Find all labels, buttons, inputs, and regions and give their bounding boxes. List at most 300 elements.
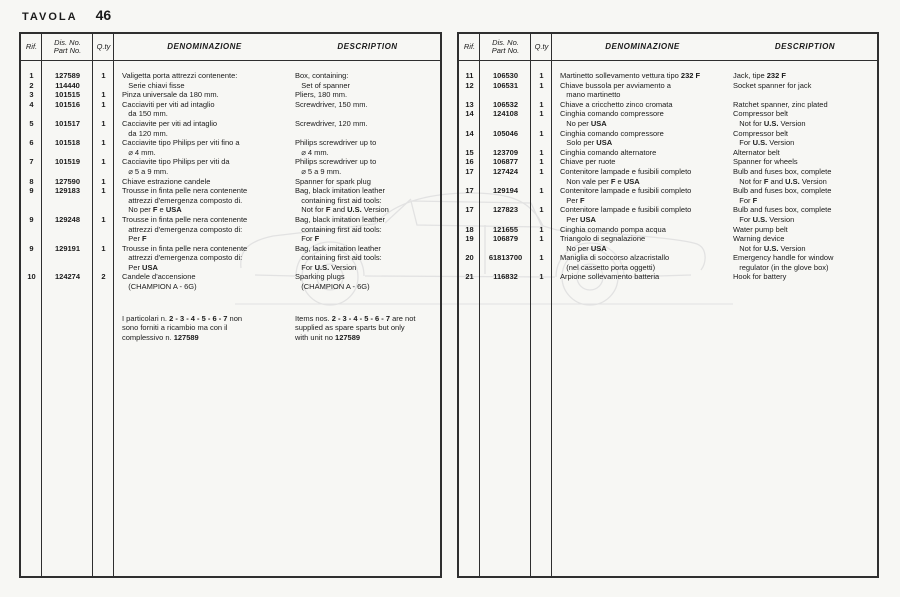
text-line: Maniglia di soccorso alzacristallo <box>560 253 670 263</box>
part-number-cell: 101516 <box>54 99 81 109</box>
text-line: Triangolo di segnalazione <box>560 234 646 244</box>
rif-cell: 8 <box>29 176 34 186</box>
text-cells <box>552 81 877 100</box>
text-line: Bag, black imitation leather <box>295 186 386 196</box>
text-line: Pinza universale da 180 mm. <box>122 90 219 100</box>
part-number-cell: 114440 <box>55 80 80 90</box>
qty-cell: 1 <box>101 118 106 128</box>
text-line: Hook for battery <box>733 272 787 282</box>
qty-cell: 1 <box>539 147 544 157</box>
rif-cell: 14 <box>465 109 474 119</box>
col-header-denominazione: DENOMINAZIONE <box>605 41 680 51</box>
text-line: attrezzi d'emergenza composto di: <box>122 224 243 234</box>
rif-cell: 17 <box>465 205 474 215</box>
table-row <box>459 157 877 167</box>
text-cells <box>114 215 440 244</box>
denominazione-cell <box>552 157 733 167</box>
text-cells <box>552 186 877 205</box>
table-row <box>21 177 440 187</box>
text-line: Emergency handle for window <box>733 253 834 263</box>
description-cell <box>733 186 877 205</box>
rif-cell: 20 <box>465 253 474 263</box>
text-line: Not for F and U.S. Version <box>733 176 827 186</box>
rif-cell: 5 <box>29 118 34 128</box>
part-number-cell: 123709 <box>492 147 519 157</box>
rif-cell: 17 <box>465 166 474 176</box>
qty-cell: 1 <box>101 214 106 224</box>
text-line: Sparking plugs <box>295 272 345 282</box>
part-number-cell: 101519 <box>54 157 81 167</box>
description-cell <box>733 205 877 224</box>
qty-cell <box>93 81 114 91</box>
tavola-label: TAVOLA <box>22 11 78 23</box>
col-header-description: DESCRIPTION <box>337 41 398 51</box>
rif-cell: 7 <box>29 157 34 167</box>
denominazione-cell <box>552 167 733 186</box>
text-line: Not for F and U.S. Version <box>295 205 389 215</box>
part-number-cell: 129194 <box>492 186 519 196</box>
denominazione-cell <box>114 157 295 176</box>
text-line: supplied as spare sparts but only <box>295 323 405 333</box>
denominazione-cell <box>114 100 295 119</box>
part-number-cell: 127823 <box>492 205 519 215</box>
description-cell <box>733 225 877 235</box>
text-line: Serie chiavi fisse <box>122 80 185 90</box>
denominazione-cell <box>552 109 733 128</box>
table-row <box>459 109 877 128</box>
col-header-description: DESCRIPTION <box>774 41 836 51</box>
denominazione-cell <box>114 177 295 187</box>
rif-cell: 21 <box>465 272 474 282</box>
text-line: Chiave per ruote <box>560 157 616 167</box>
text-line: Cinghia comando pompa acqua <box>560 224 666 234</box>
part-number-cell: 129248 <box>54 214 81 224</box>
text-line: Per F <box>122 234 147 244</box>
denominazione-cell <box>114 215 295 244</box>
col-header-denominazione: DENOMINAZIONE <box>167 41 242 51</box>
text-line: ⌀ 5 a 9 mm. <box>122 166 169 176</box>
text-line: Arpione sollevamento batteria <box>560 272 660 282</box>
table-row <box>459 167 877 186</box>
text-line: Not for U.S. Version <box>733 118 806 128</box>
denominazione-cell <box>552 100 733 110</box>
description-cell <box>733 148 877 158</box>
rif-cell: 16 <box>465 157 474 167</box>
text-line: Box, containing: <box>295 71 349 80</box>
denominazione-cell <box>552 81 733 100</box>
qty-cell: 1 <box>539 234 544 244</box>
col-header-part: Dis. No. Part No. <box>491 37 520 55</box>
text-cells <box>114 272 440 291</box>
text-line: Cacciavite tipo Philips per viti fino a <box>122 138 240 148</box>
part-number-cell: 127589 <box>54 71 81 80</box>
table-row <box>21 272 440 291</box>
denominazione-cell <box>552 253 733 272</box>
denominazione-cell <box>552 272 733 282</box>
qty-cell: 1 <box>101 243 106 253</box>
part-number-cell: 106877 <box>492 157 519 167</box>
rif-cell <box>21 314 42 343</box>
text-line: complessivo n. 127589 <box>122 332 199 342</box>
col-header-qty: Q.ty <box>96 41 111 51</box>
denominazione-cell <box>114 314 295 343</box>
description-cell <box>733 129 877 148</box>
table-row <box>21 119 440 138</box>
description-cell <box>733 167 877 186</box>
text-line: Solo per USA <box>560 138 613 148</box>
text-line: ⌀ 4 mm. <box>122 147 156 157</box>
rif-cell: 3 <box>29 90 34 100</box>
table-row <box>21 215 440 244</box>
denominazione-cell <box>552 148 733 158</box>
denominazione-cell <box>114 272 295 291</box>
description-cell <box>295 244 440 273</box>
text-line: No per F e USA <box>122 205 182 215</box>
part-number-cell: 101517 <box>54 118 81 128</box>
description-cell <box>733 81 877 100</box>
footnote-row <box>21 314 440 343</box>
qty-cell: 1 <box>539 99 544 109</box>
denominazione-cell <box>114 119 295 138</box>
page-title <box>22 7 111 23</box>
text-line: Spanner for wheels <box>733 157 798 167</box>
text-line: No per USA <box>560 118 607 128</box>
table-row <box>21 100 440 119</box>
table-row <box>459 234 877 253</box>
text-line: attrezzi d'emergenza composto di: <box>122 253 243 263</box>
table-row <box>459 81 877 100</box>
text-line: (CHAMPION A - 6G) <box>122 282 197 292</box>
table-row <box>459 186 877 205</box>
table-row <box>459 129 877 148</box>
text-line: ⌀ 5 a 9 mm. <box>295 166 342 176</box>
text-line: Per USA <box>560 214 596 224</box>
description-cell <box>295 119 440 138</box>
qty-cell: 1 <box>539 272 544 282</box>
rif-cell: 9 <box>29 186 34 196</box>
text-line: Bulb and fuses box, complete <box>733 205 832 215</box>
description-cell <box>733 234 877 253</box>
qty-cell: 1 <box>101 138 106 148</box>
text-line: For U.S. Version <box>733 214 795 224</box>
text-line: For U.S. Version <box>295 262 357 272</box>
text-line: Per F <box>560 195 585 205</box>
text-line: Socket spanner for jack <box>733 80 812 90</box>
text-line: sono forniti a ricambio ma con il <box>122 323 228 333</box>
rif-cell: 2 <box>29 80 34 90</box>
qty-cell: 1 <box>539 80 544 90</box>
text-line: Screwdriver, 150 mm. <box>295 99 368 109</box>
denominazione-cell <box>552 225 733 235</box>
text-line: Chiave a cricchetto zinco cromata <box>560 99 673 109</box>
text-line: Contenitore lampade e fusibili completo <box>560 186 692 196</box>
text-line: Bag, black imitation leather <box>295 214 386 224</box>
text-cells <box>552 71 877 81</box>
qty-cell: 1 <box>101 71 106 80</box>
text-line: Philips screwdriver up to <box>295 138 377 148</box>
text-line: Bag, lack imitation leather <box>295 243 381 253</box>
text-line: Contenitore lampade e fusibili completo <box>560 166 692 176</box>
qty-cell: 1 <box>101 157 106 167</box>
rif-cell: 18 <box>465 224 474 234</box>
text-line: Water pump belt <box>733 224 788 234</box>
col-header-rif: Rif. <box>463 41 476 51</box>
rif-cell: 4 <box>29 99 34 109</box>
text-cells <box>114 157 440 176</box>
part-number-cell: 101515 <box>54 90 81 100</box>
text-cells <box>114 177 440 187</box>
rif-cell: 19 <box>465 234 474 244</box>
text-line: containing first aid tools: <box>295 224 382 234</box>
table-row <box>21 244 440 273</box>
table-header <box>21 34 440 60</box>
text-cells <box>552 167 877 186</box>
qty-cell: 1 <box>539 186 544 196</box>
text-cells <box>552 129 877 148</box>
text-line: Alternator belt <box>733 147 780 157</box>
text-cells <box>552 253 877 272</box>
qty-cell: 1 <box>539 128 544 138</box>
part-number-cell: 121655 <box>492 224 519 234</box>
text-cells <box>552 234 877 253</box>
tavola-number: 46 <box>95 7 112 23</box>
denominazione-cell <box>552 129 733 148</box>
denominazione-cell <box>552 234 733 253</box>
text-line: Chiave bussola per avviamento a <box>560 80 671 90</box>
text-line: Bulb and fuses box, complete <box>733 166 832 176</box>
text-cells <box>552 157 877 167</box>
text-line: with unit no 127589 <box>295 332 361 342</box>
right-table-body <box>459 61 877 576</box>
rif-cell: 10 <box>27 272 36 282</box>
qty-cell: 1 <box>101 176 106 186</box>
denominazione-cell <box>552 186 733 205</box>
rif-cell: 1 <box>29 71 34 80</box>
part-number-cell: 61813700 <box>488 253 523 263</box>
text-line: Contenitore lampade e fusibili completo <box>560 205 692 215</box>
rif-cell: 9 <box>29 214 34 224</box>
description-cell <box>733 71 877 81</box>
text-line: Screwdriver, 120 mm. <box>295 118 368 128</box>
text-line: Chiave estrazione candele <box>122 176 211 186</box>
text-cells <box>552 148 877 158</box>
table-header <box>459 34 877 60</box>
part-number-cell: 124274 <box>54 272 81 282</box>
text-line: mano martinetto <box>560 90 621 100</box>
table-row <box>459 253 877 272</box>
part-number-cell <box>42 314 93 343</box>
description-cell <box>295 71 440 81</box>
part-number-cell: 105046 <box>492 128 519 138</box>
text-line: da 120 mm. <box>122 128 168 138</box>
description-cell <box>295 157 440 176</box>
col-header-rif: Rif. <box>25 41 38 51</box>
text-line: Compressor belt <box>733 128 789 138</box>
text-line: For F <box>733 195 758 205</box>
rif-cell: 12 <box>465 80 474 90</box>
text-line: Warning device <box>733 234 785 244</box>
text-line: da 150 mm. <box>122 109 168 119</box>
text-cells <box>114 138 440 157</box>
text-line: Candele d'accensione <box>122 272 196 282</box>
qty-cell: 1 <box>101 186 106 196</box>
description-cell <box>733 109 877 128</box>
text-line: Ratchet spanner, zinc plated <box>733 99 828 109</box>
table-row <box>21 186 440 215</box>
qty-cell: 1 <box>539 224 544 234</box>
rif-cell: 14 <box>465 128 474 138</box>
text-cells <box>114 314 440 343</box>
part-number-cell: 127424 <box>492 166 519 176</box>
rif-cell: 13 <box>465 99 474 109</box>
text-cells <box>552 100 877 110</box>
text-line: Pliers, 180 mm. <box>295 90 348 100</box>
text-line: For U.S. Version <box>733 138 795 148</box>
qty-cell: 1 <box>539 109 544 119</box>
table-row <box>459 71 877 81</box>
text-line: I particolari n. 2 - 3 - 4 - 5 - 6 - 7 non <box>122 313 243 323</box>
text-cells <box>552 272 877 282</box>
text-line: Spanner for spark plug <box>295 176 371 186</box>
col-header-part: Dis. No. Part No. <box>53 37 82 55</box>
col-header-qty: Q.ty <box>534 41 549 51</box>
description-cell <box>733 272 877 282</box>
denominazione-cell <box>114 244 295 273</box>
text-line: attrezzi d'emergenza composto di. <box>122 195 243 205</box>
text-line: Cacciaviti per viti ad intaglio <box>122 99 215 109</box>
part-number-cell: 129191 <box>54 243 81 253</box>
description-cell <box>295 186 440 215</box>
text-line: Non vale per F e USA <box>560 176 640 186</box>
text-line: (CHAMPION A - 6G) <box>295 282 370 292</box>
table-row <box>459 148 877 158</box>
qty-cell: 1 <box>539 253 544 263</box>
description-cell <box>733 100 877 110</box>
part-number-cell: 124108 <box>492 109 519 119</box>
rif-cell: 11 <box>465 71 474 80</box>
table-row <box>21 157 440 176</box>
text-cells <box>114 100 440 119</box>
qty-cell: 1 <box>539 157 544 167</box>
rif-cell: 15 <box>465 147 474 157</box>
text-cells <box>114 71 440 81</box>
text-line: Bulb and fuses box, complete <box>733 186 832 196</box>
text-cells <box>114 186 440 215</box>
text-line: containing first aid tools: <box>295 253 382 263</box>
table-row <box>459 272 877 282</box>
description-cell <box>295 314 440 343</box>
denominazione-cell <box>552 205 733 224</box>
text-line: Trousse in finta pelle nera contenente <box>122 186 248 196</box>
table-row <box>21 138 440 157</box>
denominazione-cell <box>114 71 295 81</box>
table-row <box>21 90 440 100</box>
left-parts-table <box>19 32 442 578</box>
description-cell <box>295 215 440 244</box>
text-line: Compressor belt <box>733 109 789 119</box>
denominazione-cell <box>114 81 295 91</box>
part-number-cell: 106532 <box>492 99 519 109</box>
table-row <box>459 205 877 224</box>
description-cell <box>295 90 440 100</box>
text-line: Trousse in finta pelle nera contenente <box>122 243 248 253</box>
text-line: Cinghia comando alternatore <box>560 147 657 157</box>
qty-cell: 1 <box>101 90 106 100</box>
text-cells <box>114 119 440 138</box>
text-line: Martinetto sollevamento vettura tipo 232 F <box>560 71 701 80</box>
part-number-cell: 106531 <box>492 80 519 90</box>
text-cells <box>552 205 877 224</box>
part-number-cell: 106530 <box>492 71 519 80</box>
qty-cell: 1 <box>539 71 544 80</box>
text-line: Jack, tipe 232 F <box>733 71 786 80</box>
left-table-body <box>21 61 440 576</box>
text-line: Cacciavite tipo Philips per viti da <box>122 157 230 167</box>
rif-cell: 6 <box>29 138 34 148</box>
qty-cell <box>93 314 114 343</box>
qty-cell: 1 <box>101 99 106 109</box>
text-line: Valigetta porta attrezzi contenente: <box>122 71 238 80</box>
text-line: (nel cassetto porta oggetti) <box>560 262 656 272</box>
denominazione-cell <box>114 90 295 100</box>
denominazione-cell <box>114 186 295 215</box>
table-row <box>21 81 440 91</box>
description-cell <box>733 157 877 167</box>
qty-cell: 1 <box>539 166 544 176</box>
denominazione-cell <box>114 138 295 157</box>
part-number-cell: 127590 <box>54 176 81 186</box>
text-line: No per USA <box>560 243 607 253</box>
rif-cell: 9 <box>29 243 34 253</box>
text-cells <box>114 90 440 100</box>
text-line: Cinghia comando compressore <box>560 109 664 119</box>
text-line: Not for U.S. Version <box>733 243 806 253</box>
description-cell <box>295 177 440 187</box>
denominazione-cell <box>552 71 733 81</box>
description-cell <box>295 138 440 157</box>
text-line: Items nos. 2 - 3 - 4 - 5 - 6 - 7 are not <box>295 313 416 323</box>
part-number-cell: 101518 <box>54 138 81 148</box>
rif-cell: 17 <box>465 186 474 196</box>
qty-cell: 2 <box>101 272 106 282</box>
text-cells <box>552 109 877 128</box>
description-cell <box>733 253 877 272</box>
table-row <box>459 225 877 235</box>
text-line: Set of spanner <box>295 80 351 90</box>
text-line: containing first aid tools: <box>295 195 382 205</box>
part-number-cell: 129183 <box>54 186 81 196</box>
text-cells <box>114 244 440 273</box>
part-number-cell: 106879 <box>492 234 519 244</box>
text-line: ⌀ 4 mm. <box>295 147 329 157</box>
description-cell <box>295 100 440 119</box>
description-cell <box>295 81 440 91</box>
table-row <box>459 100 877 110</box>
text-line: Cinghia comando compressore <box>560 128 664 138</box>
right-parts-table <box>457 32 879 578</box>
description-cell <box>295 272 440 291</box>
text-line: Philips screwdriver up to <box>295 157 377 167</box>
text-line: Cacciavite per viti ad intaglio <box>122 118 218 128</box>
qty-cell: 1 <box>539 205 544 215</box>
text-line: regulator (in the glove box) <box>733 262 829 272</box>
part-number-cell: 116832 <box>493 272 518 282</box>
text-cells <box>552 225 877 235</box>
table-row <box>21 71 440 81</box>
text-line: Trousse in finta pelle nera contenente <box>122 214 248 224</box>
text-line: For F <box>295 234 320 244</box>
text-line: Per USA <box>122 262 158 272</box>
